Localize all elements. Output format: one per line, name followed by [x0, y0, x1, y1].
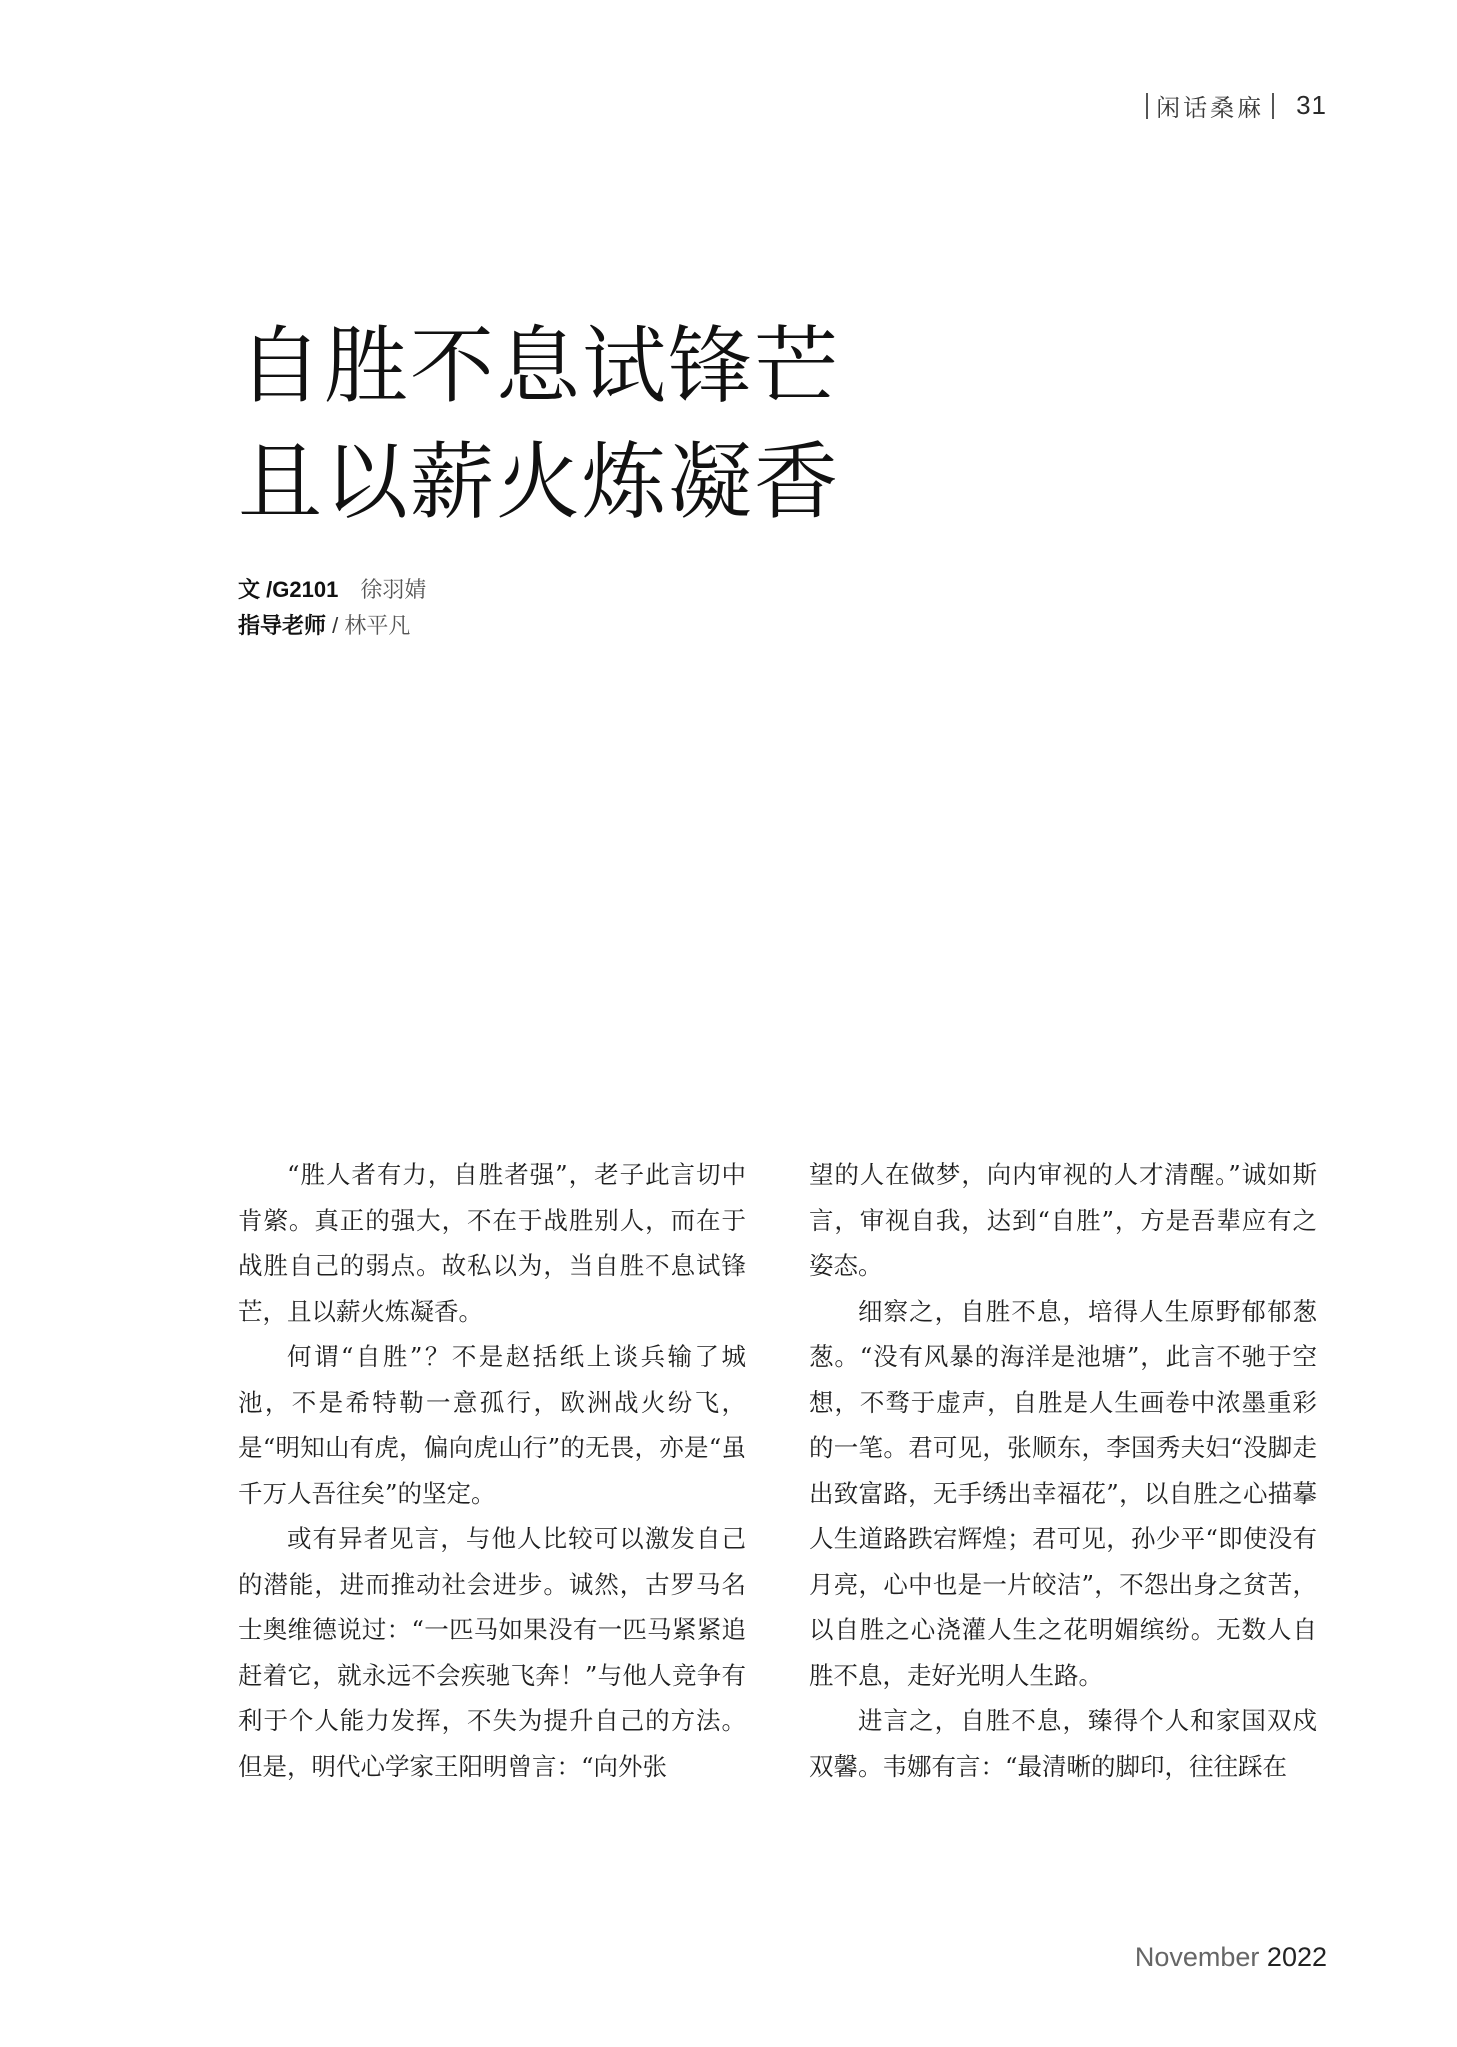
running-head	[1138, 88, 1327, 123]
body-column-right	[809, 1152, 1317, 1789]
divider-bar-left	[1146, 93, 1148, 119]
body-column-left	[238, 1152, 746, 1789]
teacher-label: 指导老师	[238, 613, 327, 638]
title-line-1: 自胜不息试锋芒	[238, 317, 841, 415]
section-name: 闲话桑麻	[1156, 95, 1265, 122]
title-line-2: 且以薪火炼凝香	[238, 433, 841, 531]
divider-bar-right	[1272, 93, 1274, 119]
page-number: 31	[1296, 90, 1327, 120]
paragraph-continuation: 望的人在做梦，向内审视的人才清醒。”诚如斯言，审视自我，达到“自胜”，方是吾辈应有之姿态。	[809, 1160, 1317, 1280]
teacher-separator: /	[332, 613, 339, 638]
paragraph: 细察之，自胜不息，培得人生原野郁郁葱葱。“没有风暴的海洋是池塘”，此言不驰于空想，不骛于虚声，自胜是人生画卷中浓墨重彩的一笔。君可见，张顺东，李国秀夫妇“没脚走出致富路，无手绣出幸福花”，以自胜之心描摹人生道路跌宕辉煌；君可见，孙少平“即使没有月亮，心中也是一片皎洁”，不怨出身之贫苦，以自胜之心浇灌人生之花明媚缤纷。无数人自胜不息，走好光明人生路。	[809, 1296, 1317, 1690]
author-line	[238, 572, 426, 608]
author-name: 徐羽婧	[360, 577, 427, 602]
author-class: /G2101	[266, 577, 339, 602]
issue-date	[1135, 1942, 1327, 1973]
teacher-name: 林平凡	[344, 613, 411, 638]
article-title	[238, 308, 840, 540]
issue-year: 2022	[1266, 1942, 1327, 1972]
byline	[238, 572, 426, 644]
paragraph: 或有异者见言，与他人比较可以激发自己的潜能，进而推动社会进步。诚然，古罗马名士奥维德说过：“一匹马如果没有一匹马紧紧追赶着它，就永远不会疾驰飞奔！”与他人竞争有利于个人能力发挥，不失为提升自己的方法。但是，明代心学家王阳明曾言：“向外张	[238, 1524, 746, 1781]
paragraph: “胜人者有力，自胜者强”，老子此言切中肯綮。真正的强大，不在于战胜别人，而在于战胜自己的弱点。故私以为，当自胜不息试锋芒，且以薪火炼凝香。	[238, 1160, 746, 1326]
author-label: 文	[238, 577, 261, 602]
issue-month: November	[1134, 1942, 1260, 1972]
paragraph: 进言之，自胜不息，臻得个人和家国双戍双馨。韦娜有言：“最清晰的脚印，往往踩在	[809, 1706, 1317, 1781]
paragraph: 何谓“自胜”？不是赵括纸上谈兵输了城池，不是希特勒一意孤行，欧洲战火纷飞，是“明知山有虎，偏向虎山行”的无畏，亦是“虽千万人吾往矣”的坚定。	[238, 1342, 746, 1508]
teacher-line	[238, 608, 426, 644]
